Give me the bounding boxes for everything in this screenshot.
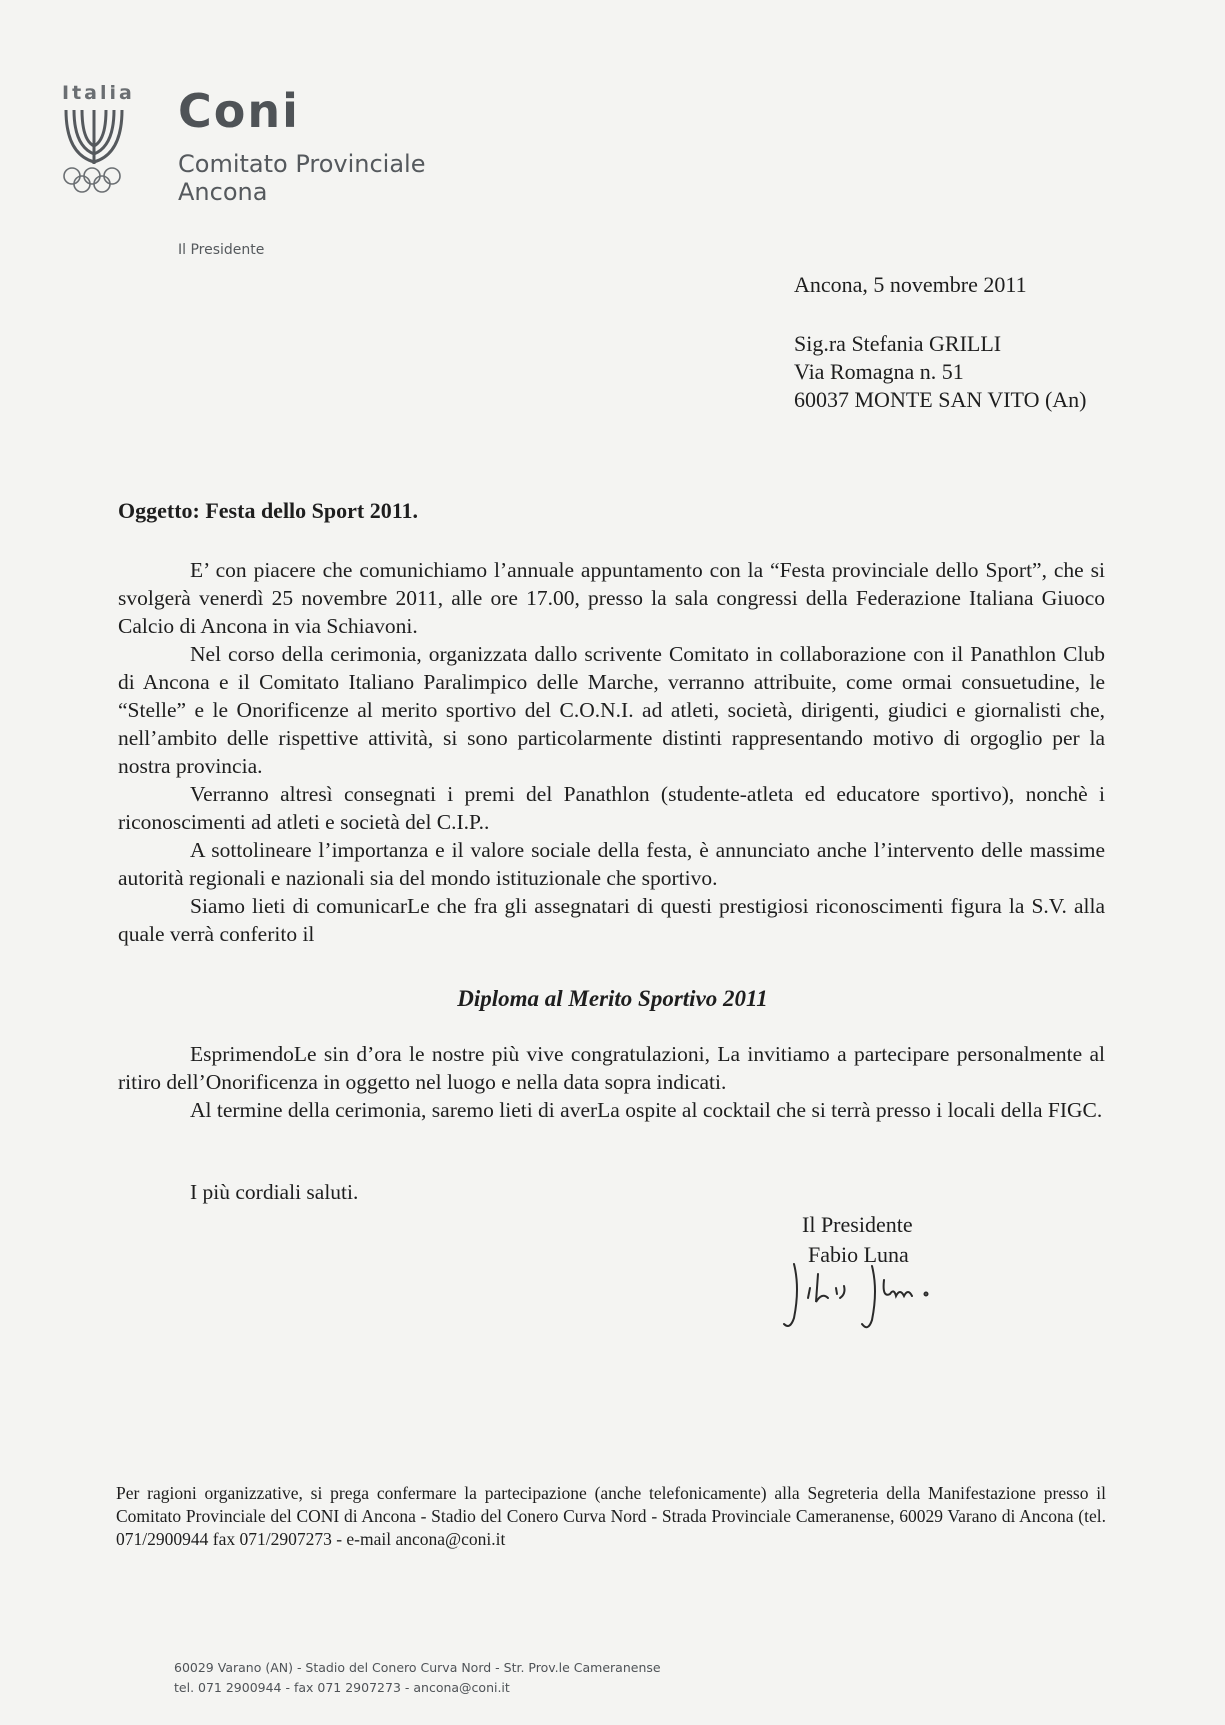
brand-subtitle-line2: Ancona — [178, 178, 268, 206]
greeting: I più cordiali saluti. — [190, 1180, 359, 1204]
brand-name: Coni — [178, 84, 300, 138]
coni-olympic-rings-logo-icon — [58, 102, 148, 198]
letterhead-office: Il Presidente — [178, 242, 265, 258]
signatory-role: Il Presidente — [802, 1212, 913, 1237]
letter-closing — [118, 1040, 1105, 1124]
handwritten-signature — [780, 1258, 950, 1338]
coni-logo — [58, 78, 148, 198]
bottom-address-line1: 60029 Varano (AN) - Stadio del Conero Curva Nord - Str. Prov.le Cameranense — [174, 1660, 661, 1675]
letter-body — [118, 556, 1105, 948]
brand-subtitle-line1: Comitato Provinciale — [178, 150, 426, 178]
body-paragraph: A sottolineare l’importanza e il valore sociale della festa, è annunciato anche l’intervento delle massime autorità regionali e nazionali sia del mondo istituzionale che sportivo. — [118, 838, 1105, 890]
award-title: Diploma al Merito Sportivo 2011 — [457, 986, 768, 1011]
bottom-address-line2: tel. 071 2900944 - fax 071 2907273 - ancona@coni.it — [174, 1680, 510, 1695]
footer-note: Per ragioni organizzative, si prega confermare la partecipazione (anche telefonicamente) alla Segreteria della Manifestazione presso il Comitato Provinciale del CONI di Ancona - Stadio del Conero Curva Nord - Strada Provinciale Cameranense, 60029 Varano di Ancona (tel. 071/2900944 fax 071/2907273 - e-mail ancona@coni.it — [116, 1483, 1106, 1549]
body-paragraph: Nel corso della cerimonia, organizzata dallo scrivente Comitato in collaborazione con il Panathlon Club di Ancona e il Comitato Italiano Paralimpico delle Marche, verranno attribuite, come ormai consuetudine, le “Stelle” e le Onorificenze al merito sportivo del C.O.N.I. ad atleti, società, dirigenti, giudici e giornalisti che, nell’ambito delle rispettive attività, si sono particolarmente distinti rappresentando motivo di orgoglio per la nostra provincia. — [118, 642, 1105, 778]
closing-paragraph: EsprimendoLe sin d’ora le nostre più vive congratulazioni, La invitiamo a partecipare personalmente al ritiro dell’Onorificenza in oggetto nel luogo e nella data sopra indicati. — [118, 1042, 1105, 1094]
subject-line: Oggetto: Festa dello Sport 2011. — [118, 498, 419, 523]
logo-italia-text: Italia — [62, 82, 135, 104]
body-paragraph: Verranno altresì consegnati i premi del Panathlon (studente-atleta ed educatore sportivo), nonchè i riconoscimenti ad atleti e società del C.I.P.. — [118, 782, 1105, 834]
date-line: Ancona, 5 novembre 2011 — [794, 272, 1027, 297]
recipient-street: Via Romagna n. 51 — [794, 359, 964, 384]
body-paragraph: Siamo lieti di comunicarLe che fra gli assegnatari di questi prestigiosi riconoscimenti figura la S.V. alla quale verrà conferito il — [118, 894, 1105, 946]
recipient-address — [794, 330, 1087, 414]
closing-paragraph: Al termine della cerimonia, saremo lieti di averLa ospite al cocktail che si terrà presso i locali della FIGC. — [190, 1098, 1103, 1122]
recipient-city: 60037 MONTE SAN VITO (An) — [794, 387, 1087, 412]
body-paragraph: E’ con piacere che comunichiamo l’annuale appuntamento con la “Festa provinciale dello Sport”, che si svolgerà venerdì 25 novembre 2011, alle ore 17.00, presso la sala congressi della Federazione Italiana Giuoco Calcio di Ancona in via Schiavoni. — [118, 558, 1105, 638]
signatory-name: Fabio Luna — [808, 1242, 909, 1267]
recipient-name: Sig.ra Stefania GRILLI — [794, 331, 1002, 356]
